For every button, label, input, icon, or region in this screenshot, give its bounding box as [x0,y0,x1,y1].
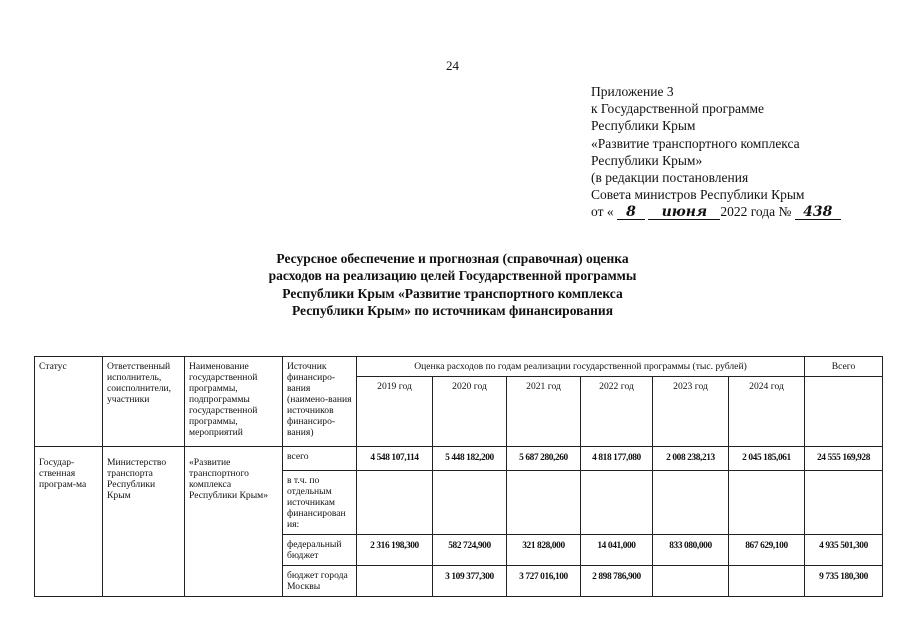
handwritten-month: июня [648,205,720,220]
value-cell: 2 316 198,300 [357,535,433,566]
appendix-line: к Государственной программе [591,101,765,117]
header-year: 2019 год [357,377,433,447]
header-year: 2020 год [433,377,507,447]
value-cell: 2 008 238,213 [653,447,729,471]
value-cell: 14 041,000 [581,535,653,566]
appendix-line: Приложение 3 [591,84,674,99]
total-cell: 4 935 501,300 [805,535,883,566]
table-row [35,447,883,471]
title-line: Республики Крым» по источникам финансирования [291,303,614,319]
status-cell: Государ-ственная програм-ма [35,447,103,597]
date-prefix: от « [591,204,614,220]
source-cell: бюджет города Москвы [283,566,357,597]
appendix-line: «Развитие транспортного комплекса [591,135,800,151]
document-title [0,250,905,320]
value-cell: 3 727 016,100 [507,566,581,597]
total-cell [805,471,883,535]
header-total: Всего [805,357,883,377]
header-year: 2021 год [507,377,581,447]
value-cell [729,566,805,597]
header-year: 2024 год [729,377,805,447]
appendix-block [591,83,841,221]
value-cell: 5 687 280,260 [507,447,581,471]
value-cell: 4 548 107,114 [357,447,433,471]
value-cell [433,471,507,535]
header-responsible: Ответственный исполнитель, соисполнители, участники [103,357,185,447]
responsible-cell: Министерство транспорта Республики Крым [103,447,185,597]
header-source: Источник финансиро-вания (наимено-вания источников финансиро-вания) [283,357,357,447]
value-cell: 321 828,000 [507,535,581,566]
value-cell: 3 109 377,300 [433,566,507,597]
header-years-group: Оценка расходов по годам реализации государственной программы (тыс. рублей) [357,357,805,377]
value-cell: 833 080,000 [653,535,729,566]
header-total-empty [805,377,883,447]
appendix-line: Республики Крым [591,118,696,134]
total-cell: 9 735 180,300 [805,566,883,597]
header-year: 2022 год [581,377,653,447]
value-cell: 2 898 786,900 [581,566,653,597]
handwritten-decree-number: 438 [795,205,841,220]
title-line: Ресурсное обеспечение и прогнозная (справочная) оценка [276,251,629,266]
value-cell [653,566,729,597]
total-cell: 24 555 169,928 [805,447,883,471]
value-cell: 5 448 182,200 [433,447,507,471]
value-cell [357,471,433,535]
title-line: Республики Крым «Развитие транспортного комплекса [282,285,623,301]
value-cell: 4 818 177,080 [581,447,653,471]
value-cell: 2 045 185,061 [729,447,805,471]
header-row [35,357,883,377]
value-cell [581,471,653,535]
value-cell [357,566,433,597]
source-cell: в т.ч. по отдельным источникам финансирован ия: [283,471,357,535]
value-cell: 867 629,100 [729,535,805,566]
date-year-label: 2022 года № [720,204,792,220]
resource-table [34,356,883,597]
source-cell: федеральный бюджет [283,535,357,566]
handwritten-day: 8 [617,205,645,220]
appendix-line: Республики Крым» [591,152,703,168]
value-cell [729,471,805,535]
appendix-line: (в редакции постановления [591,170,749,186]
page-number: 24 [446,58,459,73]
header-year: 2023 год [653,377,729,447]
header-name: Наименование государственной программы, подпрограммы государственной программы, мероприятий [185,357,283,447]
value-cell [653,471,729,535]
header-status: Статус [35,357,103,447]
source-cell: всего [283,447,357,471]
appendix-line: Совета министров Республики Крым [591,187,805,203]
value-cell [507,471,581,535]
value-cell: 582 724,900 [433,535,507,566]
title-line: расходов на реализацию целей Государственной программы [268,268,637,284]
program-name-cell: «Развитие транспортного комплекса Республики Крым» [185,447,283,597]
appendix-date-line [591,203,841,220]
